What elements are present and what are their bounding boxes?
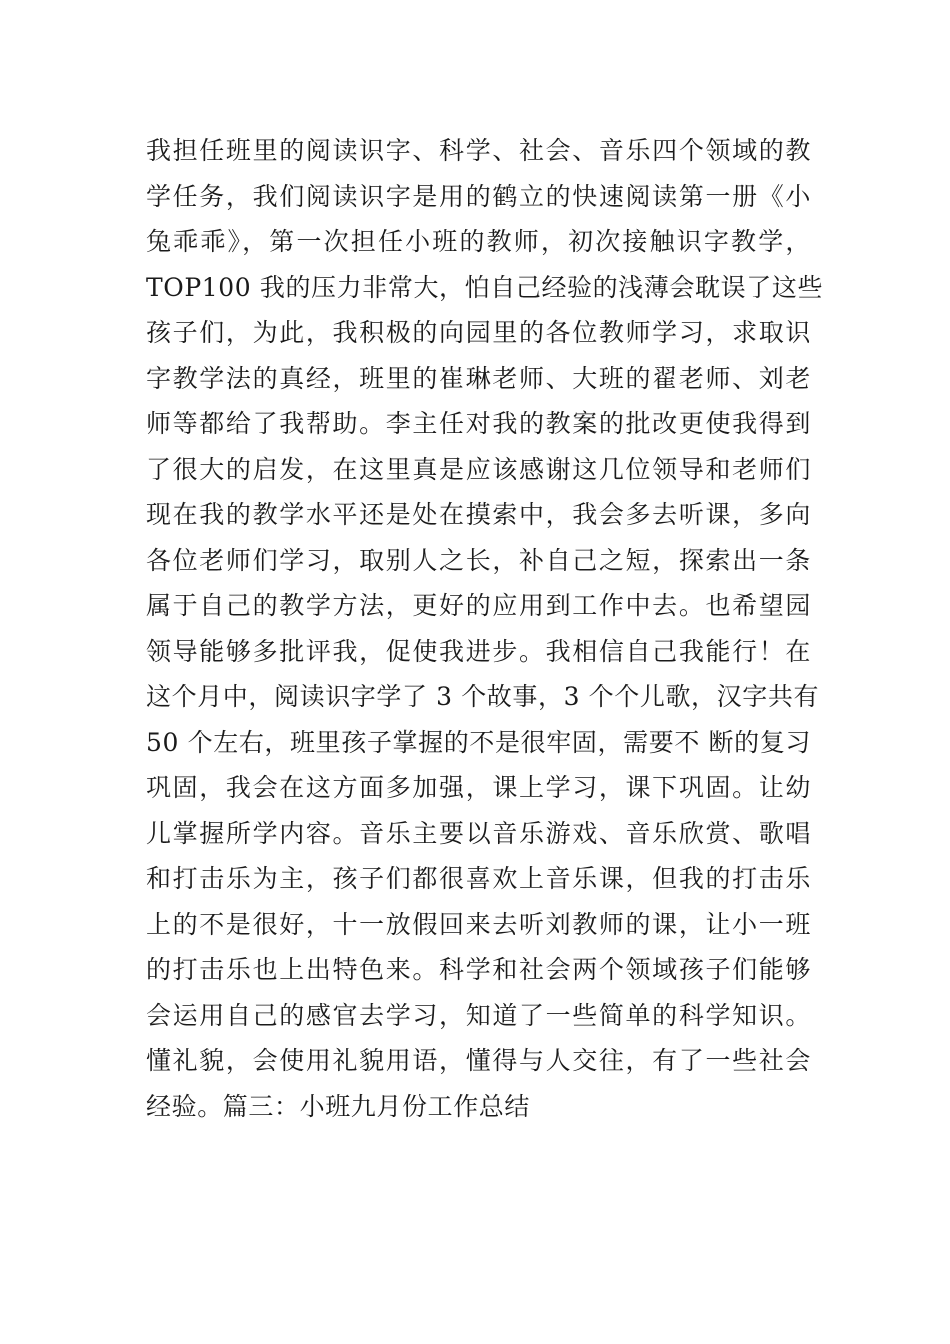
text-line: 儿掌握所学内容。音乐主要以音乐游戏、音乐欣赏、歌唱 [146,818,811,848]
text-line: 了很大的启发，在这里真是应该感谢这几位领导和老师们 [146,454,811,484]
text-line: 现在我的教学水平还是处在摸索中，我会多去听课，多向 [146,500,811,529]
text-line: 学任务，我们阅读识字是用的鹤立的快速阅读第一册《小 [146,181,811,211]
text-line: 各位老师们学习，取别人之长，补自己之短，探索出一条 [146,545,811,575]
text-line-last: 经验。篇三：小班九月份工作总结 [146,1091,531,1121]
text-line: 50 个左右，班里孩子掌握的不是很牢固，需要不 断的复习 [146,727,811,757]
text-line: 会运用自己的感官去学习，知道了一些简单的科学知识。 [146,1000,811,1030]
text-line: 懂礼貌，会使用礼貌用语，懂得与人交往，有了一些社会 [146,1046,811,1075]
body-text [146,128,824,1129]
text-line: 上的不是很好，十一放假回来去听刘教师的课，让小一班 [146,909,811,939]
text-line: 的打击乐也上出特色来。科学和社会两个领域孩子们能够 [146,955,811,984]
text-line: 和打击乐为主，孩子们都很喜欢上音乐课，但我的打击乐 [146,864,811,893]
text-line: 兔乖乖》，第一次担任小班的教师，初次接触识字教学， [146,227,811,256]
text-line: 师等都给了我帮助。李主任对我的教案的批改更使我得到 [146,409,811,438]
text-line: 我担任班里的阅读识字、科学、社会、音乐四个领域的教 [146,136,811,165]
text-line: 孩子们，为此，我积极的向园里的各位教师学习，求取识 [146,318,811,347]
text-line: 领导能够多批评我，促使我进步。我相信自己我能行！在 [146,636,811,666]
text-line: 属于自己的教学方法，更好的应用到工作中去。也希望园 [146,591,811,620]
text-line: TOP100 我的压力非常大，怕自己经验的浅薄会耽误了这些 [146,272,824,302]
text-line: 巩固，我会在这方面多加强，课上学习，课下巩固。让幼 [146,773,811,802]
text-line: 字教学法的真经，班里的崔琳老师、大班的翟老师、刘老 [146,363,811,393]
text-line: 这个月中，阅读识字学了 3 个故事，3 个个儿歌，汉字共有 [146,682,820,711]
